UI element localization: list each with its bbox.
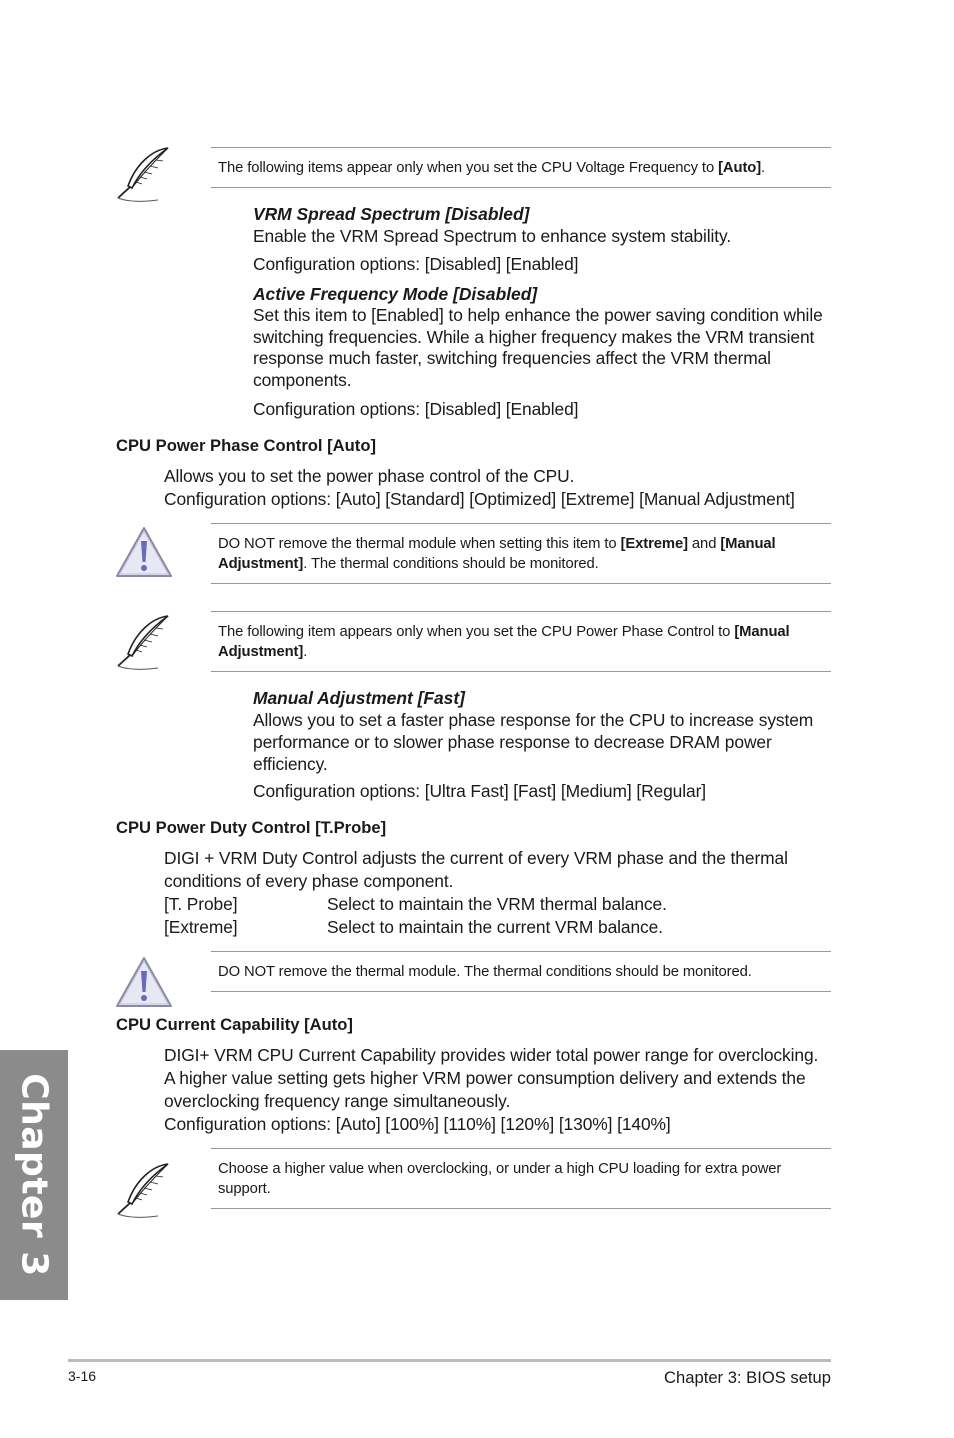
cpu-power-duty-control-title: CPU Power Duty Control [T.Probe] xyxy=(116,818,387,837)
feather-pen-icon xyxy=(114,144,174,204)
warning-icon xyxy=(114,522,174,582)
warning-text: DO NOT remove the thermal module when setting this item to [Extreme] and [Manual Adjustment]. The thermal conditions should be monitored. xyxy=(218,536,776,572)
option-label: [Extreme] xyxy=(164,917,238,937)
cpu-power-phase-control-config: Configuration options: [Auto] [Standard] [Optimized] [Extreme] [Manual Adjustment] xyxy=(164,489,795,509)
active-frequency-mode-config: Configuration options: [Disabled] [Enabled] xyxy=(253,399,579,419)
page-number: 3-16 xyxy=(68,1368,97,1384)
option-label: [T. Probe] xyxy=(164,894,238,914)
cpu-power-phase-control-title: CPU Power Phase Control [Auto] xyxy=(116,436,376,455)
active-frequency-mode-title: Active Frequency Mode [Disabled] xyxy=(253,284,538,304)
feather-pen-icon xyxy=(114,1160,174,1220)
chapter-tab-label: Chapter 3 xyxy=(13,1073,55,1277)
cpu-power-phase-control-desc: Allows you to set the power phase control of the CPU. xyxy=(164,466,575,486)
manual-adjustment-config: Configuration options: [Ultra Fast] [Fast] [Medium] [Regular] xyxy=(253,781,707,801)
cpu-current-capability-desc: DIGI+ VRM CPU Current Capability provides wider total power range for overclocking. A higher value setting gets higher VRM power consumption delivery and extends the overclocking frequency range simultaneously. Configuration options: [Auto] [100%] [110%] [120%] [130%] [140%] xyxy=(164,1045,819,1134)
vrm-spread-spectrum-config: Configuration options: [Disabled] [Enabled] xyxy=(253,254,579,274)
note-text: The following items appear only when you set the CPU Voltage Frequency to [Auto]. xyxy=(218,160,766,176)
manual-adjustment-desc: Allows you to set a faster phase response for the CPU to increase system performance or to slower phase response to decrease DRAM power efficiency. xyxy=(253,710,814,774)
footer-divider xyxy=(68,1359,831,1362)
warning-icon xyxy=(114,952,174,1012)
chapter-tab xyxy=(0,1050,68,1300)
manual-adjustment-title: Manual Adjustment [Fast] xyxy=(253,688,465,708)
cpu-current-capability-title: CPU Current Capability [Auto] xyxy=(116,1015,353,1034)
active-frequency-mode-desc: Set this item to [Enabled] to help enhance the power saving condition while switching frequencies. While a higher frequency makes the VRM transient response much faster, switching frequencies affect the VRM thermal components. xyxy=(253,305,823,390)
option-desc: Select to maintain the current VRM balance. xyxy=(327,917,663,937)
note-text: Choose a higher value when overclocking, or under a high CPU loading for extra power support. xyxy=(218,1161,782,1197)
note-text: The following item appears only when you set the CPU Power Phase Control to [Manual Adjustment]. xyxy=(218,624,790,660)
vrm-spread-spectrum-desc: Enable the VRM Spread Spectrum to enhance system stability. xyxy=(253,226,732,246)
feather-pen-icon xyxy=(114,612,174,672)
footer-chapter-title: Chapter 3: BIOS setup xyxy=(664,1368,831,1387)
vrm-spread-spectrum-title: VRM Spread Spectrum [Disabled] xyxy=(253,204,530,224)
option-desc: Select to maintain the VRM thermal balance. xyxy=(327,894,667,914)
warning-text: DO NOT remove the thermal module. The thermal conditions should be monitored. xyxy=(218,964,752,980)
cpu-power-duty-control-desc: DIGI + VRM Duty Control adjusts the current of every VRM phase and the thermal conditions of every phase component. xyxy=(164,848,788,891)
